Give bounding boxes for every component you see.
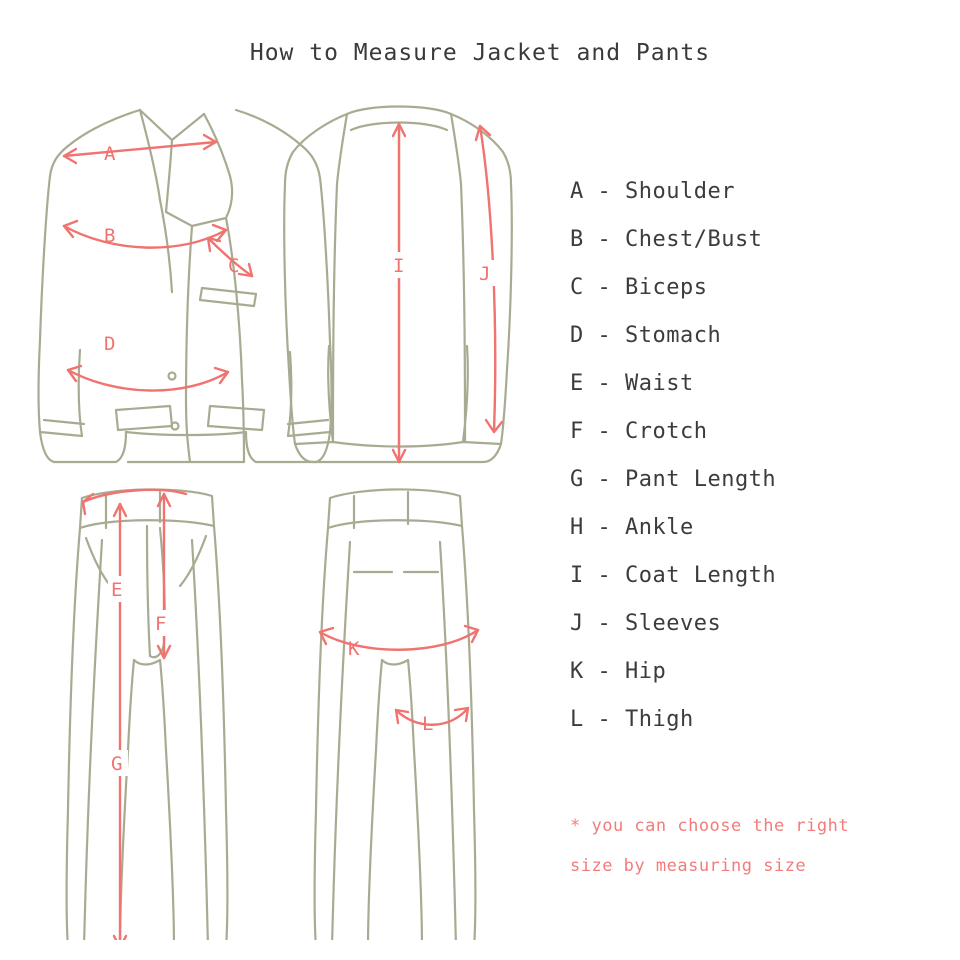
measurement-diagram <box>20 80 540 940</box>
legend-item-i: I - Coat Length <box>570 563 777 588</box>
legend-item-f: F - Crotch <box>570 419 708 444</box>
marker-G: G <box>111 753 123 775</box>
marker-K: K <box>348 638 360 660</box>
legend-item-l: L - Thigh <box>570 707 694 732</box>
page-title: How to Measure Jacket and Pants <box>249 40 711 66</box>
marker-I: I <box>393 255 405 277</box>
marker-D: D <box>104 333 116 355</box>
marker-C: C <box>228 255 240 277</box>
marker-E: E <box>111 579 123 601</box>
note-text <box>570 806 960 886</box>
note-line-2: size by measuring size <box>570 856 807 876</box>
legend-item-j: J - Sleeves <box>570 611 722 636</box>
legend-list <box>570 168 950 744</box>
marker-A: A <box>104 143 116 165</box>
legend-item-a: A - Shoulder <box>570 179 735 204</box>
marker-F: F <box>155 613 167 635</box>
note-line-1: * you can choose the right <box>570 816 850 836</box>
legend-item-e: E - Waist <box>570 371 694 396</box>
legend-item-k: K - Hip <box>570 659 667 684</box>
legend-item-d: D - Stomach <box>570 323 722 348</box>
marker-B: B <box>104 225 116 247</box>
marker-L: L <box>422 713 434 735</box>
legend-item-g: G - Pant Length <box>570 467 777 492</box>
legend-item-b: B - Chest/Bust <box>570 227 763 252</box>
marker-J: J <box>479 263 491 285</box>
legend-item-h: H - Ankle <box>570 515 694 540</box>
legend-item-c: C - Biceps <box>570 275 708 300</box>
